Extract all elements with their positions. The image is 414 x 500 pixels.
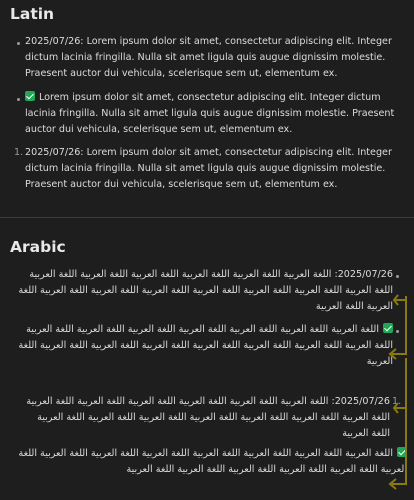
ordered-list-number: 1. [14,147,24,158]
ordered-list-number: 1. [392,396,402,407]
arabic-task-text: اللغة العربية اللغة العربية اللغة العربية اللغة العربية اللغة العربية اللغة العربية اللغة العربية اللغة العربية اللغة العربية اللغة العربية اللغة العربية اللغة العربية اللغة العربية اللغة العربية اللغة العربية [18,324,393,367]
latin-ordered-item: 2025/07/26: Lorem ipsum dolor sit amet, consectetur adipiscing elit. Integer dictum lacinia fringilla. Nulla sit amet ligula quis augue dignissim molestie. Praesent auctor dui vehicula, scelerisque sem ut, elementum ex. [25,147,392,190]
latin-bullet-item: 2025/07/26: Lorem ipsum dolor sit amet, consectetur adipiscing elit. Integer dictum lacinia fringilla. Nulla sit amet ligula quis augue dignissim molestie. Praesent auctor dui vehicula, scelerisque sem ut, elementum ex. [25,36,392,79]
indent-arrow-icon [392,358,406,484]
latin-heading: Latin [10,5,55,23]
arabic-task-text: اللغة العربية اللغة العربية اللغة العربية اللغة العربية اللغة العربية اللغة العربية اللغة العربية اللغة العربية اللغة العربية اللغة العربية اللغة العربية اللغة العربية اللغة العربية [18,448,407,475]
arabic-heading: Arabic [10,238,66,256]
latin-task-text: Lorem ipsum dolor sit amet, consectetur adipiscing elit. Integer dictum lacinia fringilla. Nulla sit amet ligula quis augue dignissim molestie. Praesent auctor dui vehicula, scelerisque sem ut, elementum ex. [25,92,395,135]
arabic-bullet-item: 2025/07/26: اللغة العربية اللغة العربية اللغة العربية اللغة العربية اللغة العربية اللغة العربية اللغة العربية اللغة العربية اللغة العربية اللغة العربية اللغة العربية اللغة العربية اللغة العربية اللغة العربية اللغة العربية [18,269,393,312]
indent-arrow-icon [392,296,406,354]
arabic-ordered-item: 2025/07/26: اللغة العربية اللغة العربية اللغة العربية اللغة العربية اللغة العربية اللغة العربية اللغة العربية اللغة العربية اللغة العربية اللغة العربية اللغة العربية اللغة العربية اللغة العربية اللغة العربية [26,396,390,439]
